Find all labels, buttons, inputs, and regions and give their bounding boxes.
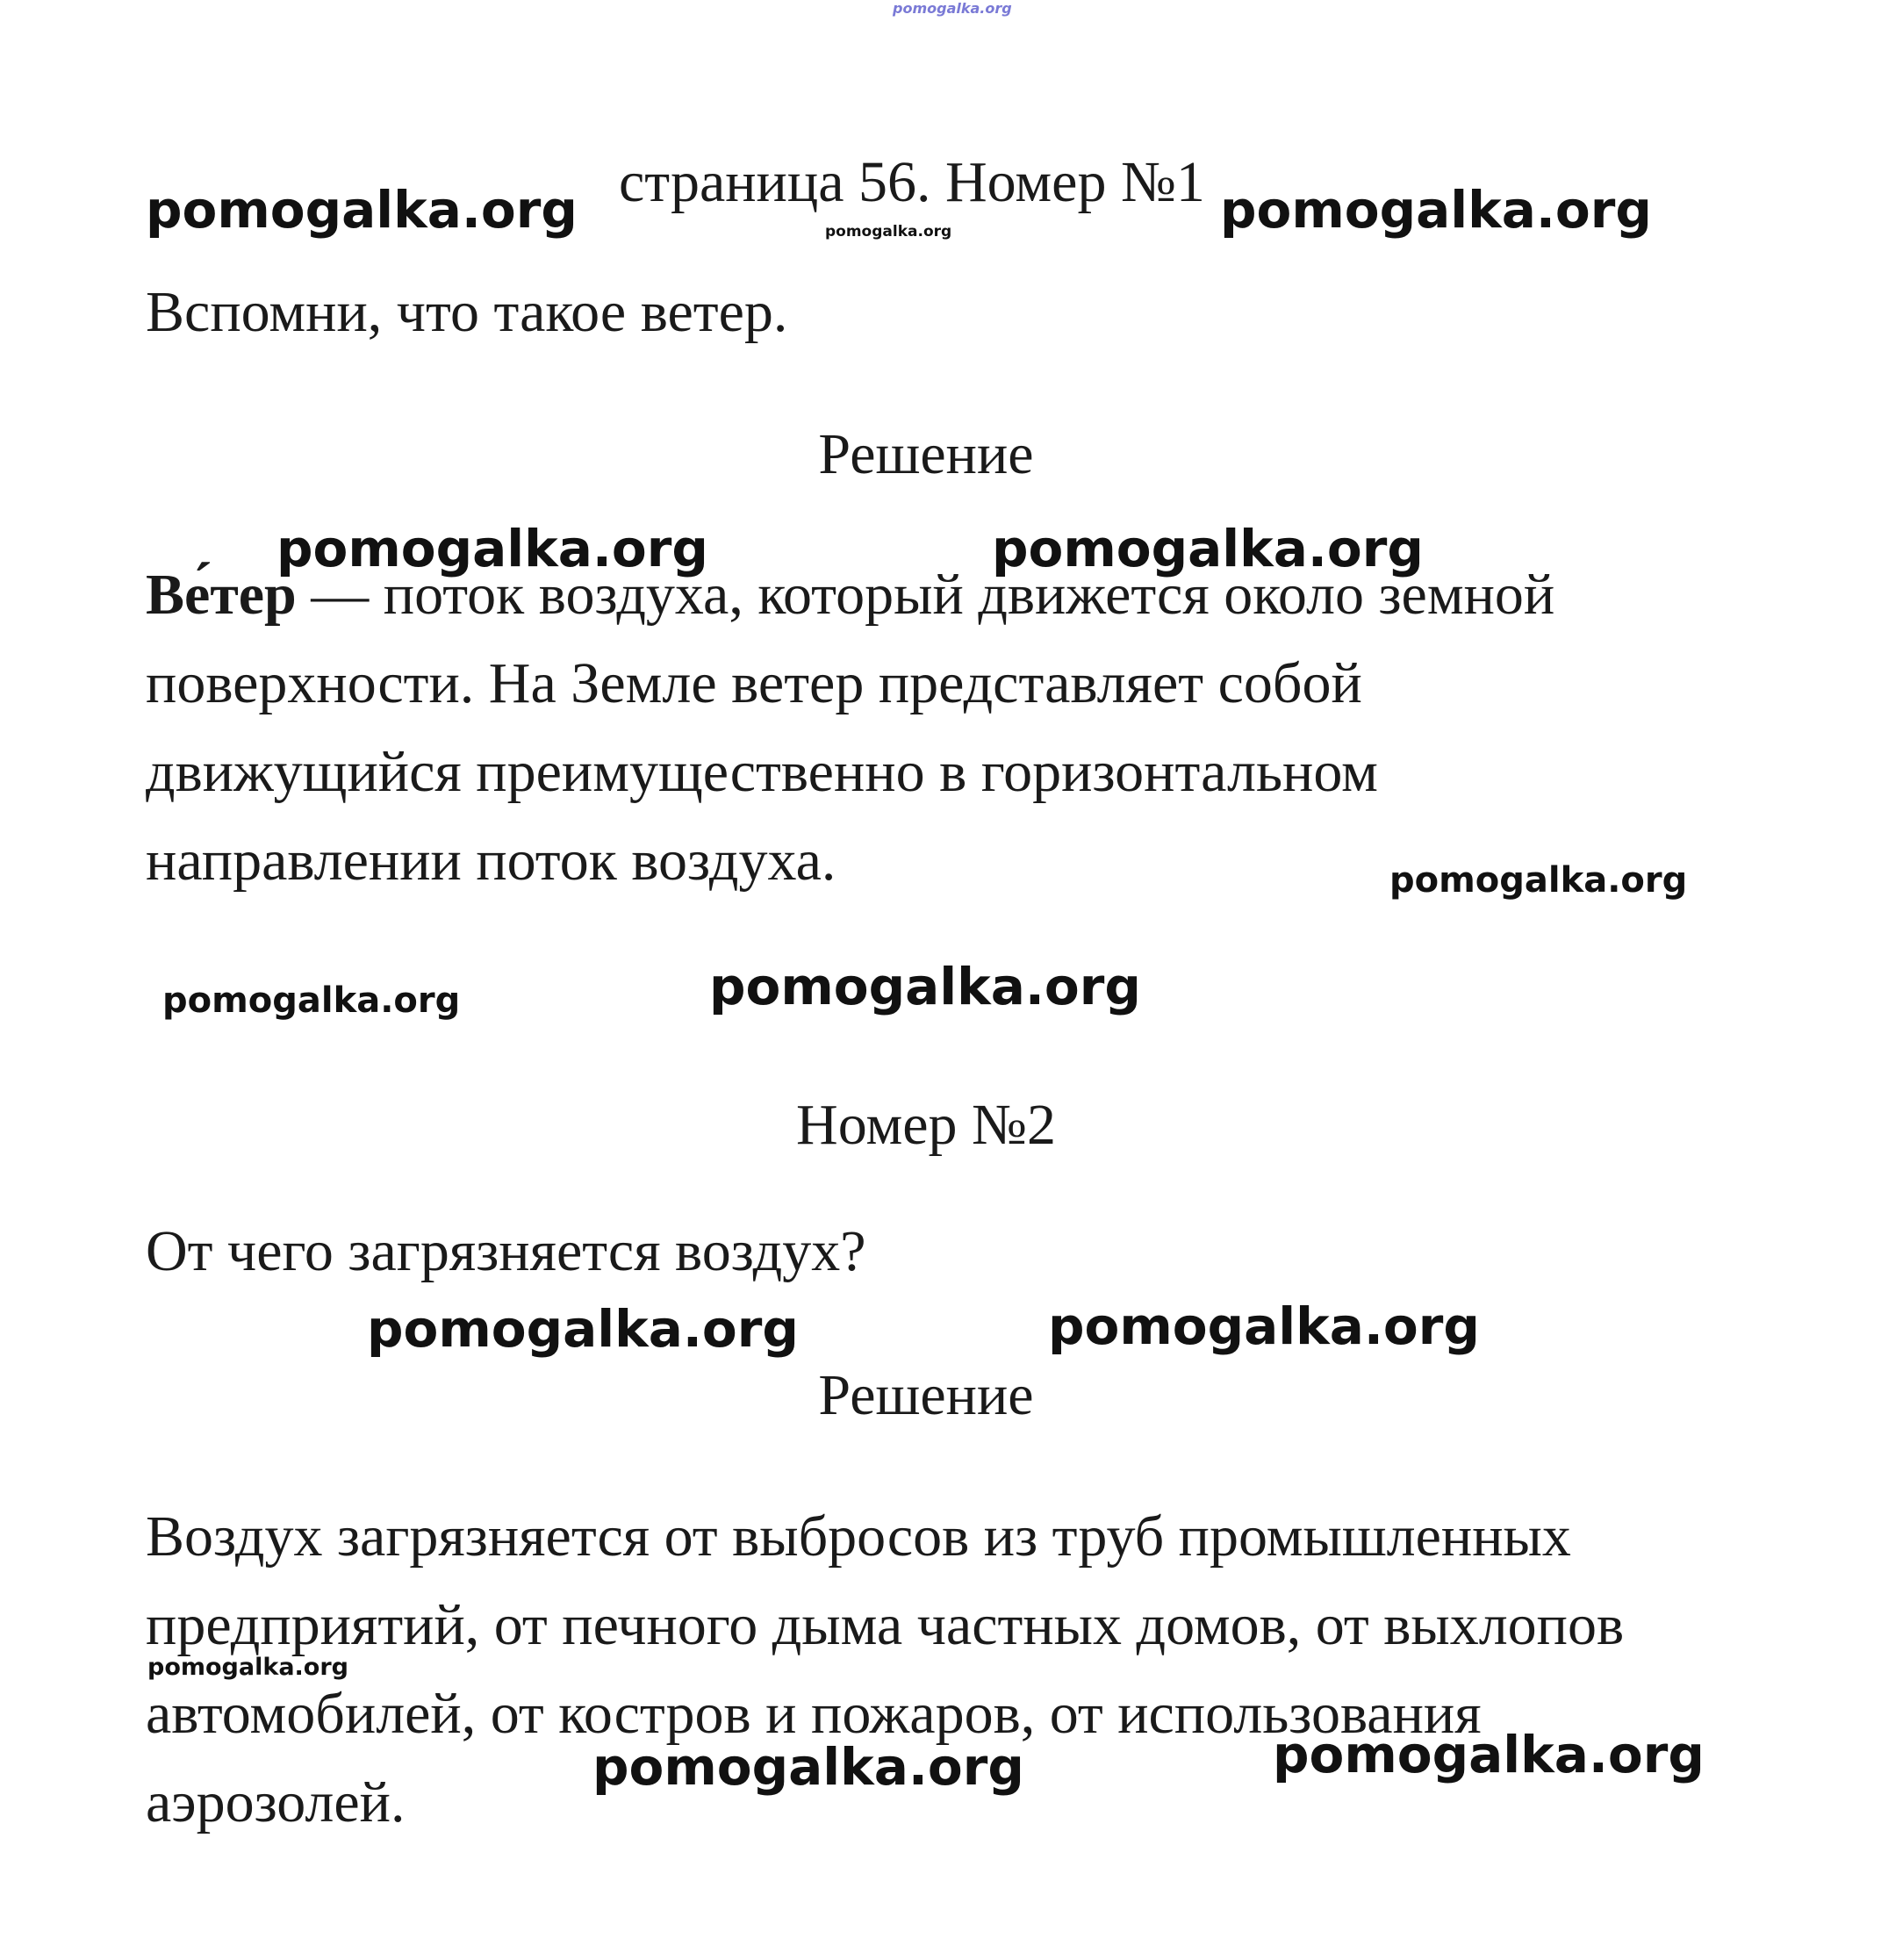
task2-answer-line-3: автомобилей, от костров и пожаров, от использования [146, 1682, 1482, 1746]
term-veter: Ве́тер [146, 563, 297, 627]
watermark: pomogalka.org [1220, 180, 1652, 240]
watermark: pomogalka.org [147, 1654, 348, 1681]
task2-solution-label: Решение [818, 1363, 1034, 1427]
watermark: pomogalka.org [276, 519, 708, 578]
task1-solution-label: Решение [818, 422, 1034, 486]
task1-answer-line-1-rest: — поток воздуха, который движется около земной [296, 563, 1555, 627]
watermark: pomogalka.org [1048, 1296, 1480, 1356]
task1-answer-line-4: направлении поток воздуха. [146, 829, 836, 893]
watermark: pomogalka.org [367, 1299, 799, 1359]
watermark: pomogalka.org [592, 1737, 1024, 1797]
watermark: pomogalka.org [992, 519, 1424, 578]
task2-answer-line-2: предприятий, от печного дыма частных домов, от выхлопов [146, 1593, 1625, 1657]
task2-answer-line-1: Воздух загрязняется от выбросов из труб промышленных [146, 1504, 1571, 1569]
watermark: pomogalka.org [162, 980, 461, 1021]
watermark: pomogalka.org [709, 957, 1141, 1016]
task2-answer-line-4: аэрозолей. [146, 1770, 406, 1834]
task1-answer [146, 550, 1743, 905]
watermark: pomogalka.org [825, 223, 952, 241]
watermark-top: pomogalka.org [893, 0, 1012, 17]
task1-question: Вспомни, что такое ветер. [146, 280, 788, 344]
task1-answer-line-2: поверхности. На Земле ветер представляет собой [146, 651, 1362, 715]
task1-answer-line-3: движущийся преимущественно в горизонтальном [146, 740, 1378, 804]
page-title: страница 56. Номер №1 [619, 150, 1205, 214]
watermark: pomogalka.org [1273, 1725, 1705, 1784]
task2-title: Номер №2 [796, 1093, 1056, 1157]
task2-question: От чего загрязняется воздух? [146, 1219, 866, 1283]
watermark: pomogalka.org [1389, 860, 1688, 901]
watermark: pomogalka.org [146, 180, 578, 240]
